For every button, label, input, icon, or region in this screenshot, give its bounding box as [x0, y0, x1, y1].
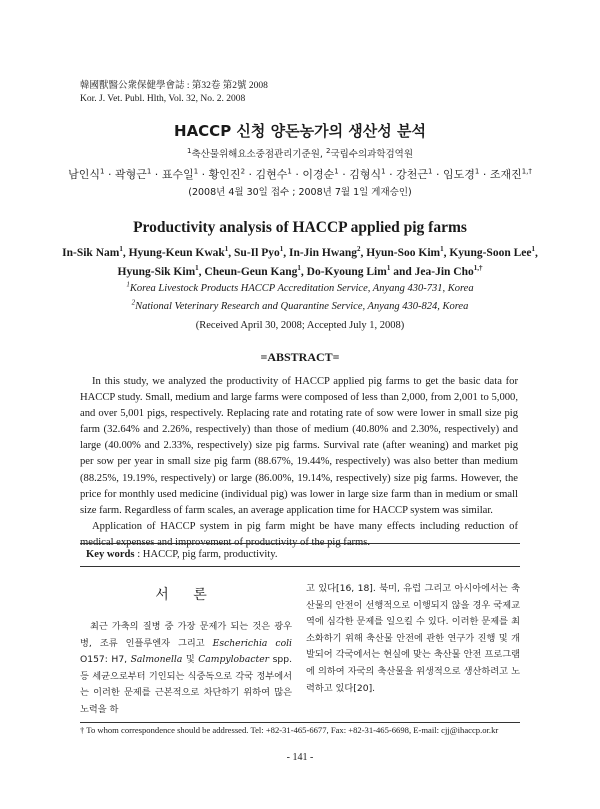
journal-header: [80, 80, 268, 106]
korean-author: 남인식$^1$: [68, 167, 105, 181]
introduction-right-column: [306, 581, 520, 697]
abstract-paragraph-1: In this study, we analyzed the productivity of HACCP applied pig farms to get the basic data for HACCP study. Small, medium and large farms were composed of less than 2,000, from 2,001 to 5,000, and over 5,001 pigs, respectively. Replacing rate and rotating rate of sow were lower in small size pig farm (32.64% and 2.26%, respectively) than those of medium (40.80% and 2.30%, respectively) and large (40.00% and 2.33%, respectively) size pig farms. Survival rate (after weaning) and market pig per sow per year in small size pig farm (88.67%, 19.44%, respectively) was also better than medium (88.25%, 19.19%, respectively) or large (86.00%, 19.14%, respectively) size pig farms. However, the price for monthly used medicine (individual pig) was lower in large size farm than in medium or small size farm. Regardless of farm scales, an average application time for HACCP system was similar.: [80, 376, 518, 516]
korean-received-date: (2008년 4월 30일 접수 ; 2008년 7월 1일 게재승인): [188, 187, 412, 198]
korean-author: 조재진$^{1,\dagger}$: [489, 167, 532, 181]
abstract-heading: =ABSTRACT=: [260, 350, 340, 364]
korean-author: 임도경$^1$: [442, 167, 480, 181]
korean-author: 강천근$^1$: [396, 167, 433, 181]
korean-author: 이경순$^1$: [302, 167, 339, 181]
english-authors-line-2: Hyung-Sik Kim$^1$, Cheun-Geun Kang$^1$, Do-Kyoung Lim$^1$ and Jea-Jin Cho$^{1,\dagger}$: [117, 264, 483, 278]
footnote-rule: [80, 722, 520, 723]
introduction-paragraph-1-continued: 고 있다[16, 18]. 북미, 유럽 그리고 아시아에서는 축산물의 안전이 선행적으로 이행되지 않을 경우 국제교역에 심각한 문제를 일으킬 수 있다. 이러한 문제를 최소화하기 위해 축산물 안전에 관한 연구가 진행 및 개발되어 각국에서는 현실에 맞는 축산물 안전 프로그램에 의하여 자국의 축산물을 위생적으로 생산하려고 노력하고 있다[20].: [306, 583, 520, 694]
english-affiliation-1: $^1$Korea Livestock Products HACCP Accreditation Service, Anyang 430-731, Korea: [126, 280, 474, 294]
keywords-top-rule: [80, 543, 520, 544]
english-received-date: (Received April 30, 2008; Accepted July 1, 2008): [195, 320, 405, 331]
keywords: [86, 549, 277, 560]
korean-authors: 남인식$^1$ · 곽형근$^1$ · 표수일$^1$ · 황인진$^2$ · 김현수$^1$ · 이경순$^1$ · 김형식$^1$ · 강천근$^1$ · 임도경$^1$ · 조재진$^{1,\dagger}$: [68, 167, 532, 181]
korean-title: HACCP 신청 양돈농가의 생산성 분석: [174, 122, 426, 140]
correspondence-footnote: † To whom correspondence should be addressed. Tel: +82-31-465-6677, Fax: +82-31-465-6698, E-mail: cjj@ihaccp.or.kr: [80, 725, 499, 735]
korean-author: 김형식$^1$: [349, 167, 386, 181]
introduction-heading: 서 론: [155, 587, 217, 603]
korean-author: 김현수$^1$: [255, 167, 292, 181]
korean-author: 곽형근$^1$: [114, 167, 152, 181]
english-author: Hyung-Sik Kim$^1$: [117, 264, 199, 278]
english-author: Su-Il Pyo$^1$: [234, 245, 284, 259]
introduction-paragraph-1: 최근 가축의 질병 중 가장 문제가 되는 것은 광우병, 조류 인플루엔자 그리고 Escherichia coli O157: H7, Salmonella 및 Campylobacter spp. 등 세균으로부터 기인되는 식중독으로 각국 정부에서는 이러한 문제를 근본적으로 차단하기 위하여 많은 노력을 하: [80, 621, 292, 715]
korean-affiliations: $^1$축산물위해요소중점관리기준원, $^2$국립수의과학검역원: [186, 146, 414, 160]
english-author: Cheun-Geun Kang$^1$: [204, 264, 301, 278]
abstract-paragraph-2: Application of HACCP system in pig farm might be have many effects including reduction of medical expenses and improvement of productivity of the pig farms.: [80, 520, 518, 548]
english-author: In-Jin Hwang$^2$: [288, 245, 361, 259]
english-author: Hyung-Keun Kwak$^1$: [128, 245, 229, 259]
keywords-text: : HACCP, pig farm, productivity.: [134, 549, 278, 560]
english-author: Jea-Jin Cho$^{1,\dagger}$: [414, 264, 483, 278]
keywords-label: Key words: [86, 549, 135, 560]
korean-author: 표수일$^1$: [161, 167, 199, 181]
journal-name-english: Kor. J. Vet. Publ. Hlth, Vol. 32, No. 2. 2008: [80, 94, 246, 104]
english-authors-line-1: In-Sik Nam$^1$, Hyung-Keun Kwak$^1$, Su-Il Pyo$^1$, In-Jin Hwang$^2$, Hyun-Soo Kim$^1$, Kyung-Soon Lee$^1$,: [62, 245, 538, 259]
english-author: In-Sik Nam$^1$: [62, 245, 123, 259]
abstract-body: [80, 374, 518, 551]
page-number: - 141 -: [286, 752, 314, 763]
english-author: Do-Kyoung Lim$^1$: [306, 264, 391, 278]
journal-name-korean: 韓國獸醫公衆保健學會誌 : 第32卷 第2號 2008: [80, 81, 268, 91]
introduction-left-column: [80, 619, 292, 719]
korean-author: 황인진$^2$: [208, 167, 246, 181]
dagger-mark: †: [80, 725, 85, 735]
english-author: Kyung-Soon Lee$^1$: [449, 245, 535, 259]
english-authors: [60, 244, 540, 282]
english-author: Hyun-Soo Kim$^1$: [366, 245, 444, 259]
english-title: Productivity analysis of HACCP applied pig farms: [133, 219, 467, 236]
english-affiliation-2: $^2$National Veterinary Research and Quarantine Service, Anyang 430-824, Korea: [131, 298, 469, 312]
keywords-bottom-rule: [80, 566, 520, 567]
